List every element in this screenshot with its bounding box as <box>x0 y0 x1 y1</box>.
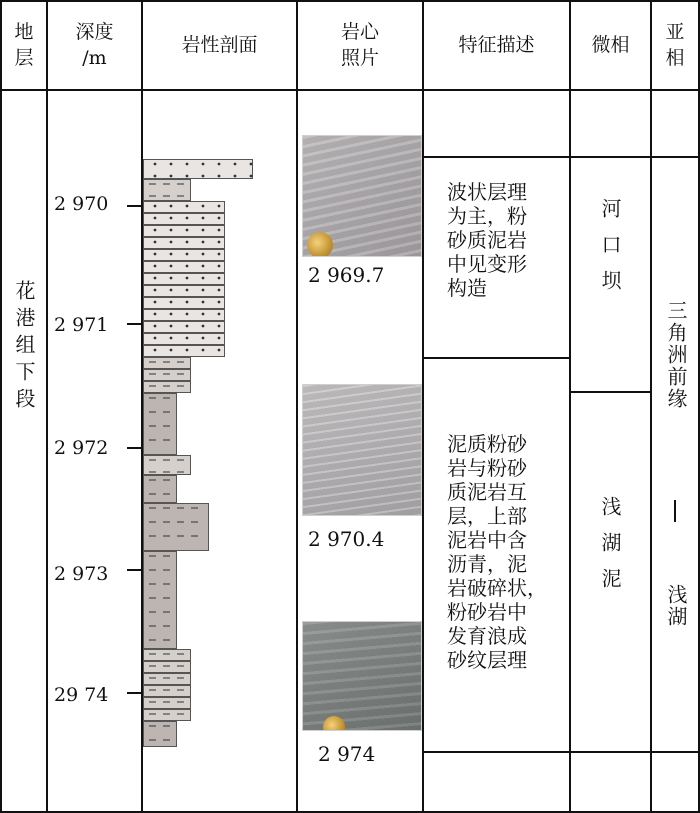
lith-bed-mudstone <box>143 393 177 455</box>
lith-bed-silty-mudstone <box>143 709 191 721</box>
lith-bed-siltstone <box>143 237 225 249</box>
lith-bed-siltstone <box>143 159 253 179</box>
description-line: 岩与粉砂 <box>447 456 527 480</box>
lith-bed-silty-mudstone <box>143 381 191 393</box>
col-line-1 <box>46 0 48 813</box>
description-line: 层，上部 <box>447 504 527 528</box>
header-stratum-text: 地层 <box>14 20 34 69</box>
lith-bed-siltstone <box>143 249 225 261</box>
header-core-photo-line2: 照片 <box>340 46 379 69</box>
lith-bed-silty-mudstone <box>143 369 191 381</box>
description-line: 发育浪成 <box>447 624 527 648</box>
depth-label-2973: 2 973 <box>54 563 109 585</box>
header-microfacies-text: 微相 <box>591 33 630 56</box>
description-line: 砂质泥岩 <box>447 228 527 252</box>
core-photo-2-depth: 2 970.4 <box>308 527 385 551</box>
subfacies-shallow-lake: 浅湖 <box>664 584 688 628</box>
description-line: 砂纹层理 <box>447 648 527 672</box>
lith-bed-mudstone <box>143 721 177 747</box>
col-line-4 <box>422 0 424 813</box>
lith-bed-silty-mudstone <box>143 661 191 673</box>
microfacies-shallow-lake-mud: 浅湖泥 <box>598 496 622 604</box>
lith-bed-siltstone <box>143 345 225 357</box>
description-line: 粉砂岩中 <box>447 600 527 624</box>
description-line: 构造 <box>447 276 487 300</box>
header-subfacies <box>652 2 698 89</box>
lith-bed-siltstone <box>143 261 225 273</box>
description-estuary-bar <box>447 180 555 300</box>
description-line: 为主，粉 <box>447 204 527 228</box>
depth-tick-2973 <box>127 569 142 571</box>
lith-bed-mudstone <box>143 551 177 649</box>
depth-label-2972: 2 972 <box>54 437 109 459</box>
header-subfacies-line1: 亚 <box>665 20 685 43</box>
lith-bed-silty-mudstone <box>143 649 191 661</box>
depth-tick-2970 <box>127 205 142 207</box>
header-features <box>424 2 569 89</box>
col-line-0 <box>0 0 2 813</box>
description-line: 泥岩中含 <box>447 528 527 552</box>
microfacies-estuary-bar: 河口坝 <box>598 198 622 306</box>
subfacies-delta-front: 三角洲前缘 <box>664 300 688 410</box>
lith-bed-silty-mudstone <box>143 685 191 697</box>
col-line-5 <box>569 0 571 813</box>
description-line: 波状层理 <box>447 180 527 204</box>
lith-bed-siltstone <box>143 285 225 297</box>
core-photo-1 <box>302 135 422 257</box>
row-line-upper <box>422 156 700 158</box>
header-depth-text: 深度 <box>75 20 114 43</box>
depth-label-2970: 2 970 <box>54 193 109 215</box>
depth-tick-2972 <box>127 447 142 449</box>
subfacies-separator <box>674 500 676 522</box>
lith-bed-mudstone <box>143 503 209 551</box>
header-features-text: 特征描述 <box>458 33 535 56</box>
lith-bed-siltstone <box>143 309 225 321</box>
core-photo-3 <box>302 621 422 731</box>
header-depth <box>48 2 141 89</box>
col-line-6 <box>650 0 652 813</box>
description-line: 岩破碎状， <box>447 576 547 600</box>
description-shallow-lake-mud <box>447 432 555 672</box>
depth-label-2974: 29 74 <box>54 684 109 706</box>
header-core-photo-line1: 岩心 <box>340 20 379 43</box>
core-photo-1-depth: 2 969.7 <box>308 263 385 287</box>
description-line: 质泥岩互 <box>447 480 527 504</box>
lith-bed-siltstone <box>143 201 225 213</box>
description-line: 沥青，泥 <box>447 552 527 576</box>
header-lithology-text: 岩性剖面 <box>181 33 258 56</box>
lith-bed-siltstone <box>143 321 225 333</box>
row-line-micro-mid <box>569 391 652 393</box>
lith-bed-silty-mudstone <box>143 357 191 369</box>
lith-bed-siltstone <box>143 297 225 309</box>
header-core-photo <box>298 2 422 89</box>
header-microfacies <box>571 2 650 89</box>
lith-bed-siltstone <box>143 333 225 345</box>
lith-bed-silty-mudstone <box>143 455 191 475</box>
scale-coin-icon <box>307 232 333 257</box>
core-photo-2 <box>302 384 422 516</box>
depth-tick-2971 <box>127 323 142 325</box>
header-subfacies-line2: 相 <box>665 46 685 69</box>
lith-bed-silty-mudstone <box>143 179 191 201</box>
lith-bed-silty-mudstone <box>143 673 191 685</box>
lith-bed-siltstone <box>143 225 225 237</box>
scale-coin-icon <box>323 716 345 731</box>
row-line-desc-mid <box>422 357 571 359</box>
row-line-lower <box>422 751 700 753</box>
lith-bed-silty-mudstone <box>143 697 191 709</box>
depth-tick-2974 <box>127 692 142 694</box>
stratum-label: 花港组下段 <box>12 280 36 415</box>
description-line: 泥质粉砂 <box>447 432 527 456</box>
header-stratum <box>2 2 46 89</box>
header-depth-unit: /m <box>82 46 107 69</box>
depth-label-2971: 2 971 <box>54 314 109 336</box>
header-divider <box>0 89 700 91</box>
core-photo-3-depth: 2 974 <box>318 742 376 766</box>
lith-bed-siltstone <box>143 213 225 225</box>
description-line: 中见变形 <box>447 252 527 276</box>
lith-bed-siltstone <box>143 273 225 285</box>
col-line-3 <box>296 0 298 813</box>
header-lithology <box>143 2 296 89</box>
lith-bed-mudstone <box>143 475 177 503</box>
